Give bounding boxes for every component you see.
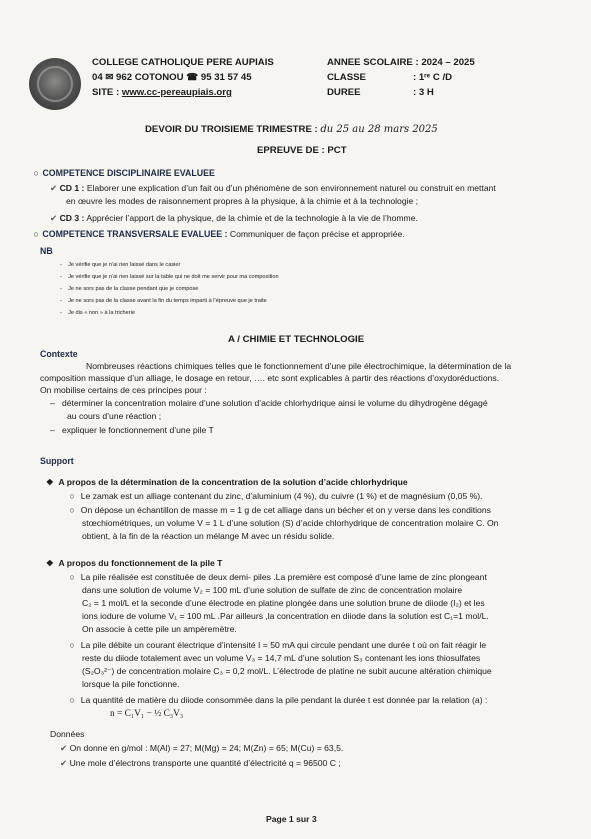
support-section-2-title [46,557,222,569]
support-section-2-text: A propos du fonctionnement de la pile T [58,558,223,568]
check-icon: ✔ [60,743,68,753]
page-number: Page 1 sur 3 [266,814,317,824]
competence-disciplinaire [32,168,215,178]
school-name: COLLEGE CATHOLIQUE PERE AUPIAIS [92,57,274,68]
goal-item: – déterminer la concentration molaire d’une solution d’acide chlorhydrique ainsi le volume du dihydrogène dégagé [50,398,488,408]
support-item-text: obtient, à la fin de la réaction un mélange M avec un résidu solide. [82,531,335,541]
school-contact: 04 ✉ 962 COTONOU ☎ 95 31 57 45 [92,72,252,83]
support-item-text: Le zamak est un alliage contenant du zinc, d’aluminium (4 %), du cuivre (1 %) et de magnésium (0,05 %). [80,491,483,501]
support-item-text: On dépose un échantillon de masse m = 1 g de cet alliage dans un bécher et on y verse dans les conditions [80,505,491,515]
cd1-text-1: Elaborer une explication d’un fait ou d’un phénomène de son environnement naturel ou construit en mettant [84,183,496,193]
nb-item: - Je ne sors pas de la classe pendant que je compose [60,286,199,292]
duration-value: : 3 H [413,87,434,98]
support-item-text: C₂ = 1 mol/L et la seconde d’une électrode en platine plongée dans une solution brune de diiode (I₂) et les [82,598,485,608]
goal-item: – expliquer le fonctionnement d’une pile T [50,425,214,435]
nb-item: - Je dis « non » à la tricherie [60,310,135,316]
competence-transversale-title: COMPETENCE TRANSVERSALE EVALUEE : [42,229,228,239]
part-a-title: A / CHIMIE ET TECHNOLOGIE [228,334,365,345]
nb-item: - Je vérifie que je n’ai rien laissé dans le casier [60,262,181,268]
cd3-text: Apprécier l’apport de la physique, de la chimie et de la technologie à la vie de l’homme. [84,213,418,223]
goal-text: expliquer le fonctionnement d’une pile T [61,425,214,435]
support-item [68,694,487,706]
nb-item-text: Je vérifie que je n’ai rien laissé dans le casier [68,262,181,268]
exam-title [145,124,438,135]
circle-bullet-icon: ○ [69,695,75,705]
donnees-text: On donne en g/mol : M(Al) = 27; M(Mg) = 24; M(Zn) = 65; M(Cu) = 63,5. [69,743,344,753]
exam-dates: du 25 au 28 mars 2025 [320,124,438,135]
diamond-bullet-icon: ❖ [46,477,54,487]
contexte-line: composition massique d’un alliage, le dosage en retour, …. etc sont explicables à partir des réactions d’oxydoréductions. [40,373,500,383]
circle-bullet-icon: ○ [69,491,75,501]
nb-label: NB [40,246,53,256]
circle-bullet-icon: ○ [69,572,75,582]
support-item-text: (S₂O₃²⁻) de concentration molaire C₃ = 0,2 mol/L. L’électrode de platine ne subit aucune altération chimique [82,666,492,676]
cd1-text-2: en œuvre les modes de raisonnement propres à la physique, à la chimie et à la technologie ; [66,196,419,206]
competence-disciplinaire-title: COMPETENCE DISCIPLINAIRE EVALUEE [42,168,215,178]
check-icon: ✔ [50,183,58,193]
competence-transversale [32,228,405,240]
support-item-text: dans une solution de volume V₂ = 100 mL d’une solution de sulfate de zinc de concentration molaire [82,585,463,595]
class-value: : 1ʳᵉ C /D [413,72,453,83]
support-item-text: lorsque la pile fonctionne. [82,679,180,689]
site-label: SITE : [92,87,122,98]
exam-subject: EPREUVE DE : PCT [257,145,347,156]
support-section-1-title [46,476,408,488]
contexte-line: Nombreuses réactions chimiques telles que le fonctionnement d’une pile électrochimique, la détermination de la [86,361,512,371]
check-icon: ✔ [50,213,58,223]
circle-bullet-icon: ○ [33,168,39,178]
support-item-text: La pile réalisée est constituée de deux demi- piles .La première est composé d’une lame de zinc plongeant [80,572,487,582]
cd1-line1 [50,182,496,194]
support-item [68,571,487,583]
nb-item-text: Je ne sors pas de la classe avant la fin du temps imparti à l’épreuve que je traite [68,298,267,304]
support-item-text: stœchiométriques, un volume V = 1 L d’une solution (S) d’acide chlorhydrique de concentration molaire C. On [82,518,499,528]
class-label: CLASSE [327,72,366,83]
diamond-bullet-icon: ❖ [46,558,54,568]
support-item-text: ions iodure de volume V₁ = 100 mL .Par ailleurs ,la concentration en diiode dans la solution est C₁=1 mol/L. [82,611,489,621]
cd1-label: CD 1 : [59,183,85,193]
support-item [68,504,491,516]
support-label: Support [40,456,74,466]
circle-bullet-icon: ○ [69,505,75,515]
formula-a: n = C₁V₁ − ½ C₃V₃ [110,709,184,719]
goal-text: au cours d’une réaction ; [67,411,162,421]
circle-bullet-icon: ○ [69,640,75,650]
cd3-label: CD 3 : [59,213,85,223]
exam-title-text: DEVOIR DU TROISIEME TRIMESTRE : [145,124,321,135]
check-icon: ✔ [60,758,68,768]
support-item [68,639,486,651]
nb-item: - Je vérifie que je n’ai rien laissé sur la table qui ne doit me servir pour ma composition [60,274,279,280]
support-item-text: La pile débite un courant électrique d’intensité I = 50 mA qui circule pendant une durée t où on fait réagir le [80,640,487,650]
circle-bullet-icon: ○ [33,229,39,239]
site-url[interactable]: www.cc-pereaupiais.org [121,87,232,98]
goal-text: déterminer la concentration molaire d’une solution d’acide chlorhydrique ainsi le volume du dihydrogène dégagé [61,398,488,408]
school-site [92,86,232,101]
donnees-item [60,757,341,769]
competence-transversale-text: Communiquer de façon précise et appropriée. [227,229,405,239]
nb-item: - Je ne sors pas de la classe avant la fin du temps imparti à l’épreuve que je traite [60,298,267,304]
duration-label: DUREE [327,87,361,98]
nb-item-text: Je vérifie que je n’ai rien laissé sur la table qui ne doit me servir pour ma composition [68,274,279,280]
support-section-1-text: A propos de la détermination de la concentration de la solution d’acide chlorhydrique [58,477,408,487]
contexte-label: Contexte [40,349,78,359]
donnees-item [60,742,343,754]
nb-item-text: Je dis « non » à la tricherie [68,310,135,316]
nb-item-text: Je ne sors pas de la classe pendant que je compose [68,286,199,292]
support-item-text: reste du diiode totalement avec un volume V₃ = 14,7 mL d’une solution S₃ contenant les ions thiosulfates [82,653,481,663]
support-item-text: On associe à cette pile un ampèremètre. [82,624,237,634]
cd3-line [50,212,418,224]
contexte-line: On mobilise certains de ces principes pour : [40,385,207,395]
support-item-text: La quantité de matière du diiode consommée dans la pile pendant la durée t est donnée par la relation (a) : [80,695,488,705]
support-item [68,490,483,502]
donnees-text: Une mole d’électrons transporte une quantité d’électricité q = 96500 C ; [69,758,341,768]
donnees-label: Données [50,729,85,739]
school-seal-logo [29,58,81,110]
school-year: ANNEE SCOLAIRE : 2024 – 2025 [327,57,475,68]
